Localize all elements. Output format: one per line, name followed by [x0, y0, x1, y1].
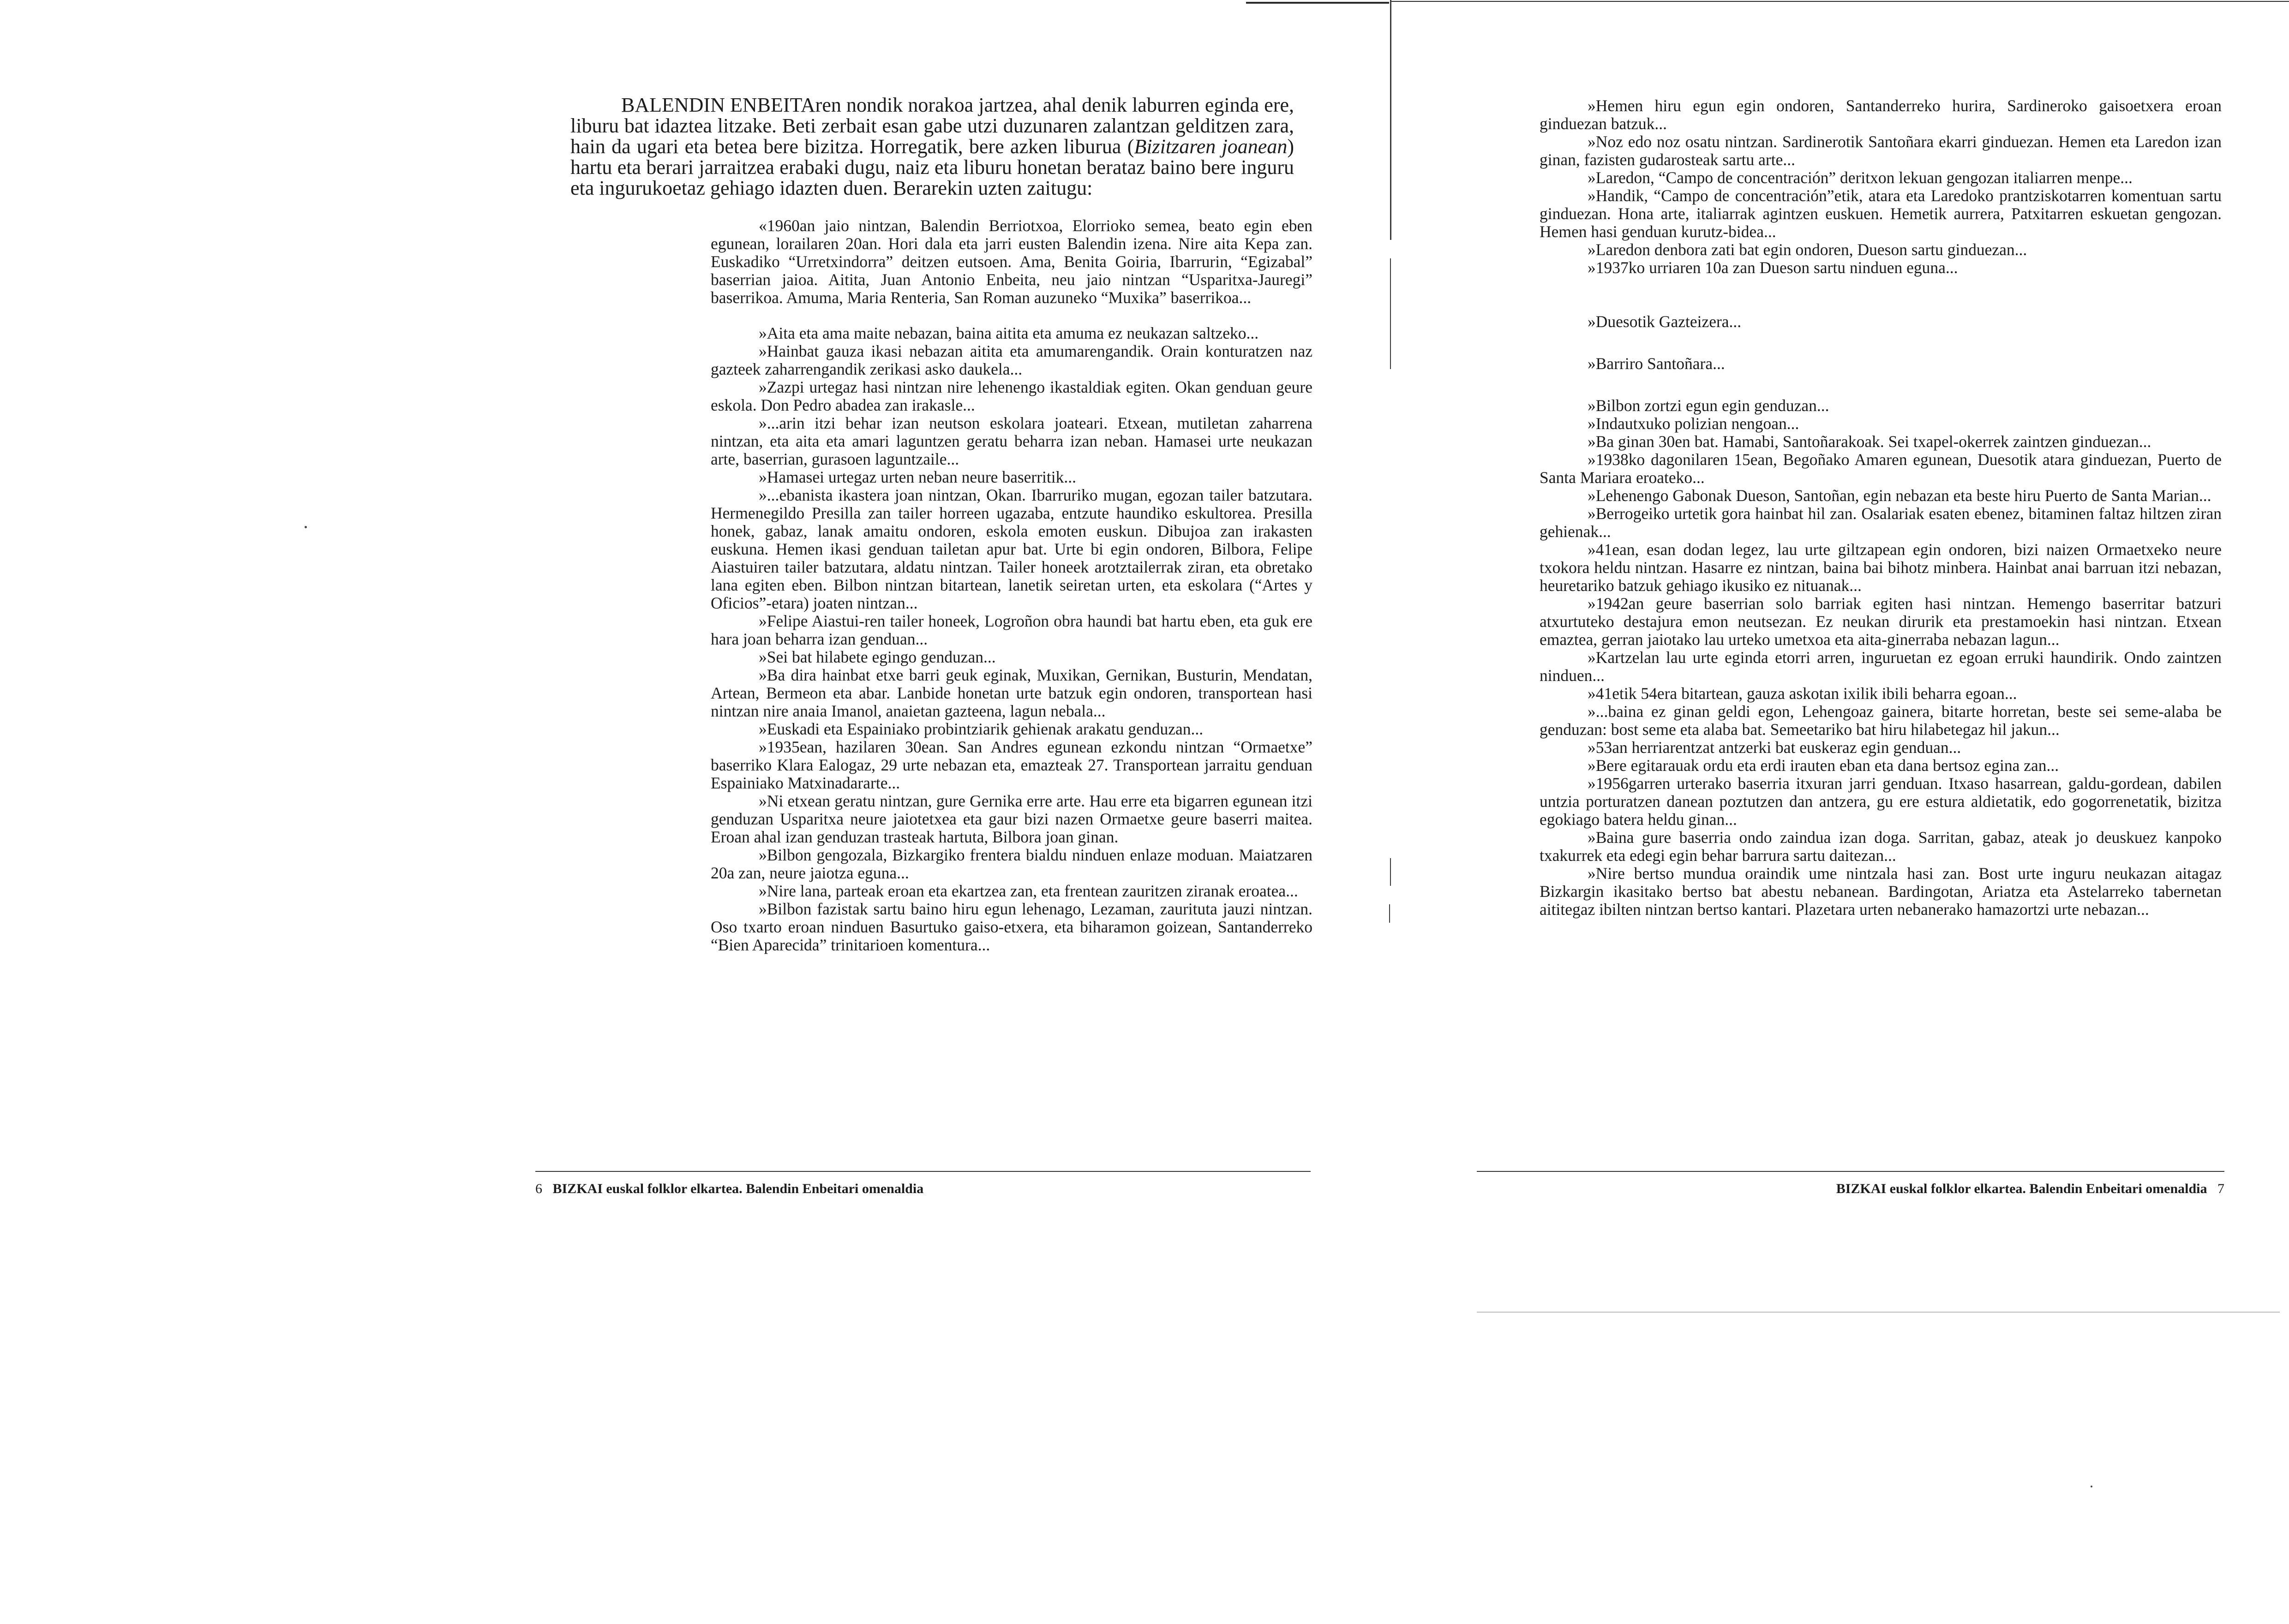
right-paragraph: »Baina gure baserria ondo zaindua izan doga. Sarritan, gabaz, ateak jo deuskuez kanpoko txakurrek eta edegi egin behar barrura sartu daitezan...	[1540, 828, 2222, 865]
right-paragraph: »Nire bertso mundua oraindik ume nintzala hasi zan. Bost urte inguru neukazan aitagaz Bizkargin ikasitako bertso bat abestu nebanean. Bardingotan, Ariatza eta Astelarreko tabernetan aititegaz ibilten nintzan bertso kantari. Plazetara urten nebanerako hamazortzi urte nebazan...	[1540, 864, 2222, 919]
intro-paragraph: BALENDIN ENBEITAren nondik norakoa jartzea, ahal denik laburren eginda ere, liburu bat idaztea litzake. Beti zerbait esan gabe utzi duzunaren zalantzan gelditzen zara, hain da ugari eta betea bere bizitza. Horregatik, bere azken liburua (Bizitzaren joanean) hartu eta berari jarraitzea erabaki dugu, naiz eta liburu honetan berataz baino bere inguru eta ingurukoetaz gehiago idazten duen. Berarekin uzten zaitugu:	[570, 94, 1294, 199]
quote-paragraph: »...arin itzi behar izan neutson eskolara joateari. Etxean, mutiletan zaharrena nintzan, eta aita eta amari laguntzen geratu beharra izan neban. Hamasei urte neukazan arte, baserrian, gurasoen laguntzaile...	[711, 414, 1312, 468]
right-paragraph: »Lehenengo Gabonak Dueson, Santoñan, egin nebazan eta beste hiru Puerto de Santa Marian...	[1588, 486, 2211, 505]
right-paragraph: »Hemen hiru egun egin ondoren, Santanderreko hurira, Sardineroko gaisoetxera eroan ginduezan batzuk...	[1540, 96, 2222, 133]
quote-paragraph: »Ni etxean geratu nintzan, gure Gernika erre arte. Hau erre eta bigarren egunean itzi genduzan Usparitxa neure jaiotetxea eta gaur bizi nazen Ormaetxe geure baserri maitea. Eroan ahal izan genduzan trasteak hartuta, Bilbora joan ginan.	[711, 792, 1312, 846]
quote-paragraph: »Aita eta ama maite nebazan, baina aitita eta amuma ez neukazan saltzeko...	[759, 324, 1259, 342]
right-paragraph: »1937ko urriaren 10a zan Dueson sartu ninduen eguna...	[1588, 258, 1958, 277]
right-text-block	[1540, 97, 2222, 919]
right-paragraph: »...baina ez ginan geldi egon, Lehengoaz gainera, bitarte horretan, beste sei seme-alaba be genduzan: bost seme eta alaba bat. Semeetariko bat hiru hilabetegaz hil jakun...	[1540, 702, 2222, 739]
quote-paragraph: »Hainbat gauza ikasi nebazan aitita eta amumarengandik. Orain konturatzen naz gazteek zaharrengandik zerikasi asko daukela...	[711, 342, 1312, 378]
right-paragraph: »1942an geure baserrian solo barriak egiten hasi nintzan. Hemengo baserritar batzuri atxurtuteko destajura emon neutsezan. Ez neukan dirurik eta prestamoekin hasi nintzan. Etxean emaztea, gerran jaiotako lau urteko umetxoa eta aita-ginerraba nebazan lagun...	[1540, 594, 2222, 649]
page-number: 6	[535, 1181, 542, 1196]
right-paragraph: »Indautxuko polizian nengoan...	[1588, 414, 1799, 433]
right-paragraph: »1956garren urterako baserria itxuran jarri genduan. Itxaso hasarrean, galdu-gordean, dabilen untzia porturatzen danean poztutzen dan antzera, gu ere estura aldietatik, edo gogorrenetatik, bizitza egokiago batera heldu ginan...	[1540, 774, 2222, 829]
quote-paragraph: »Sei bat hilabete egingo genduzan...	[759, 648, 996, 666]
footer-title: BIZKAI euskal folklor elkartea. Balendin Enbeitari omenaldia	[552, 1181, 924, 1196]
quote-paragraph: »...ebanista ikastera joan nintzan, Okan. Ibarruriko mugan, egozan tailer batzutara. Hermenegildo Presilla zan tailer horreen ugazaba, entzute haundiko eskultorea. Presilla honek, gabaz, lanak amaitu ondoren, eskola emoten euskun. Dibujoa zan irakasten euskuna. Hemen ikasi genduan tailetan apur bat. Urte bi egin ondoren, Bilbora, Felipe Aiastuiren tailer batzutara, aldatu nintzan. Tailer honeek arotztailerrak ziran, eta obretako lana egiten eben. Bilbon nintzan bitartean, lanetik seiretan urten, eta eskolara (“Artes y Oficios”-etara) joaten nintzan...	[711, 486, 1312, 612]
right-paragraph: »Laredon denbora zati bat egin ondoren, Dueson sartu ginduezan...	[1588, 240, 2027, 259]
left-footer	[535, 1181, 923, 1197]
right-paragraph: »Noz edo noz osatu nintzan. Sardinerotik Santoñara ekarri ginduezan. Hemen eta Laredon izan ginan, fazisten gudarosteak sartu arte...	[1540, 132, 2222, 169]
right-paragraph: »Handik, “Campo de concentración”etik, atara eta Laredoko prantziskotarren komentuan sartu ginduezan. Hona arte, italiarrak agintzen euskuen. Hemetik aurrera, Patxitarren eskuetan gengozan. Hemen hasi genduan kurutz-bidea...	[1540, 186, 2222, 241]
footer-title: BIZKAI euskal folklor elkartea. Balendin Enbeitari omenaldia	[1836, 1181, 2207, 1196]
footer-rule-right	[1477, 1171, 2224, 1172]
right-paragraph: »Berrogeiko urtetik gora hainbat hil zan. Osalariak esaten ebenez, bitaminen faltaz hiltzen ziran gehienak...	[1540, 504, 2222, 541]
right-paragraph: »Ba ginan 30en bat. Hamabi, Santoñarakoak. Sei txapel-okerrek zaintzen ginduezan...	[1588, 432, 2151, 451]
quote-block	[711, 217, 1312, 954]
quote-paragraph: »Zazpi urtegaz hasi nintzan nire lehenengo ikastaldiak egiten. Okan genduan geure eskola. Don Pedro abadea zan irakasle...	[711, 378, 1312, 414]
quote-paragraph: »Bilbon fazistak sartu baino hiru egun lehenago, Lezaman, zaurituta jauzi nintzan. Oso txarto eroan ninduen Basurtuko gaiso-etxera, eta biharamon goizean, Santanderreko “Bien Aparecida” trinitarioen komentura...	[711, 900, 1312, 954]
quote-paragraph: »Euskadi eta Espainiako probintziarik gehienak arakatu genduzan...	[759, 720, 1204, 738]
left-text-block	[570, 95, 1312, 954]
right-paragraph: »53an herriarentzat antzerki bat euskeraz egin genduan...	[1588, 738, 1961, 757]
right-paragraph: »Duesotik Gazteizera...	[1588, 312, 1742, 331]
right-paragraph: »41ean, esan dodan legez, lau urte giltzapean egin ondoren, bizi naizen Ormaetxeko neure txokora heldu nintzan. Hasarre ez nintzan, baina bai bihotz minbera. Hainbat anai barruan itzi nebazan, heuretariko batzuk gehiago ikusiko ez nituanak...	[1540, 540, 2222, 595]
right-paragraph: »1938ko dagonilaren 15ean, Begoñako Amaren egunean, Duesotik atara ginduezan, Puerto de Santa Mariara eroateko...	[1540, 450, 2222, 487]
right-paragraph: »Kartzelan lau urte eginda etorri arren, inguruetan ez egoan erruki haundirik. Ondo zaintzen ninduen...	[1540, 648, 2222, 685]
right-paragraph: »Laredon, “Campo de concentración” deritxon lekuan gengozan italiarren menpe...	[1588, 168, 2133, 187]
footer-rule	[535, 1171, 1311, 1172]
quote-paragraph: »Felipe Aiastui-ren tailer honeek, Logroñon obra haundi bat hartu eben, eta guk ere hara joan beharra izan genduan...	[711, 612, 1312, 648]
quote-paragraph: »1935ean, hazilaren 30ean. San Andres egunean ezkondu nintzan “Ormaetxe” baserriko Klara Ealogaz, 29 urte nebazan eta, emazteak 27. Transportean jarraitu genduan Espainiako Matxinadararte...	[711, 738, 1312, 792]
quote-paragraph: »Nire lana, parteak eroan eta ekartzea zan, eta frentean zauritzen ziranak eroatea...	[759, 882, 1298, 900]
right-footer	[1836, 1181, 2224, 1197]
right-paragraph: »Bere egitarauak ordu eta erdi irauten eban eta dana bertsoz egina zan...	[1588, 756, 2059, 775]
quote-paragraph: »Bilbon gengozala, Bizkargiko frentera bialdu ninduen enlaze moduan. Maiatzaren 20a zan, neure jaiotza eguna...	[711, 846, 1312, 882]
right-paragraph: »Barriro Santoñara...	[1588, 354, 1725, 373]
quote-paragraph: »Ba dira hainbat etxe barri geuk eginak, Muxikan, Gernikan, Busturin, Mendatan, Artean, Bermeon eta abar. Lanbide honetan urte batzuk egin ondoren, transportean hasi nintzan nire anaia Imanol, anaietan gazteena, lagun nebala...	[711, 666, 1312, 720]
page-number: 7	[2217, 1181, 2224, 1196]
quote-first-paragraph: «1960an jaio nintzan, Balendin Berriotxoa, Elorrioko semea, beato egin eben egunean, lorailaren 20an. Hori dala eta jarri eusten Balendin izena. Nire aita Kepa zan. Euskadiko “Urretxindorra” deitzen eutsoen. Ama, Benita Goiria, Ibarrurin, “Egizabal” baserrian jaioa. Aitita, Juan Antonio Enbeita, neu jaio nintzan “Usparitxa-Jauregi” baserrikoa. Amuma, Maria Renteria, San Roman auzuneko “Muxika” baserrikoa...	[711, 216, 1312, 307]
right-paragraph: »41etik 54era bitartean, gauza askotan ixilik ibili beharra egoan...	[1588, 684, 2017, 703]
right-paragraph: »Bilbon zortzi egun egin genduzan...	[1588, 396, 1829, 415]
quote-paragraph: »Hamasei urtegaz urten neban neure baserritik...	[759, 468, 1077, 486]
